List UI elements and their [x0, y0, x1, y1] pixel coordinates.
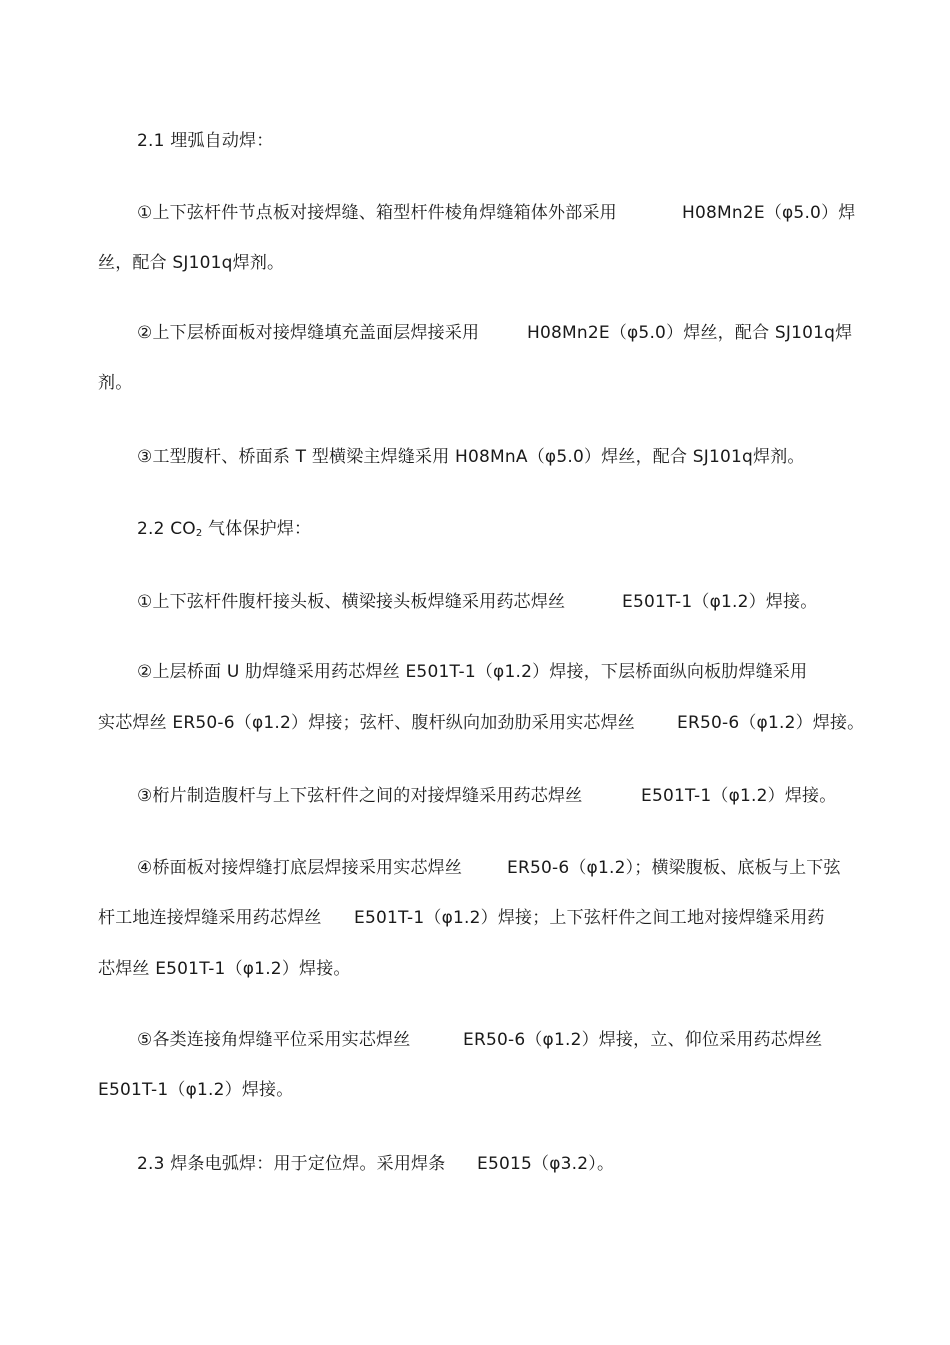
subscript-text: 2: [195, 528, 203, 539]
paragraph-text: E501T-1（φ1.2）焊接。: [98, 1080, 294, 1100]
paragraph-text: ER50-6（φ1.2）焊接，立、仰位采用药芯焊丝: [463, 1030, 823, 1050]
paragraph-text: 丝，配合 SJ101q焊剂。: [98, 253, 285, 273]
paragraph-text: ⑤各类连接角焊缝平位采用实芯焊丝: [137, 1030, 411, 1050]
paragraph-text: 杆工地连接焊缝采用药芯焊丝: [98, 908, 322, 928]
paragraph-text: H08Mn2E（φ5.0）焊丝，配合 SJ101q焊: [527, 323, 853, 343]
paragraph-text: ③桁片制造腹杆与上下弦杆件之间的对接焊缝采用药芯焊丝: [137, 786, 583, 806]
paragraph-text: ②上层桥面 U 肋焊缝采用药芯焊丝 E501T-1（φ1.2）焊接，下层桥面纵向板肋焊缝采用: [137, 662, 808, 682]
paragraph-text: 剂。: [98, 373, 133, 393]
paragraph-text: ②上下层桥面板对接焊缝填充盖面层焊接采用: [137, 323, 480, 343]
paragraph-text: H08Mn2E（φ5.0）焊: [682, 203, 856, 223]
paragraph-text: 实芯焊丝 ER50-6（φ1.2）焊接；弦杆、腹杆纵向加劲肋采用实芯焊丝: [98, 713, 635, 733]
heading-text: 气体保护焊：: [202, 519, 312, 539]
paragraph-text: E501T-1（φ1.2）焊接。: [641, 786, 837, 806]
paragraph-text: ④桥面板对接焊缝打底层焊接采用实芯焊丝: [137, 858, 463, 878]
paragraph-text: E501T-1（φ1.2）焊接；上下弦杆件之间工地对接焊缝采用药: [354, 908, 825, 928]
paragraph-text: 芯焊丝 E501T-1（φ1.2）焊接。: [98, 959, 351, 979]
section-heading-2-1: 2.1 埋弧自动焊：: [137, 131, 274, 151]
paragraph-text: E5015（φ3.2）。: [477, 1154, 615, 1174]
paragraph-text: ③工型腹杆、桥面系 T 型横梁主焊缝采用 H08MnA（φ5.0）焊丝，配合 SJ101q焊剂。: [137, 447, 805, 467]
section-heading-2-2: [137, 519, 311, 544]
paragraph-text: ①上下弦杆件节点板对接焊缝、箱型杆件棱角焊缝箱体外部采用: [137, 203, 617, 223]
heading-text: 2.2 CO: [137, 519, 196, 539]
section-heading-2-3: 2.3 焊条电弧焊：用于定位焊。采用焊条: [137, 1154, 446, 1174]
paragraph-text: ER50-6（φ1.2）焊接。: [677, 713, 865, 733]
paragraph-text: ①上下弦杆件腹杆接头板、横梁接头板焊缝采用药芯焊丝: [137, 592, 566, 612]
paragraph-text: ER50-6（φ1.2）；横梁腹板、底板与上下弦: [507, 858, 841, 878]
paragraph-text: E501T-1（φ1.2）焊接。: [622, 592, 818, 612]
